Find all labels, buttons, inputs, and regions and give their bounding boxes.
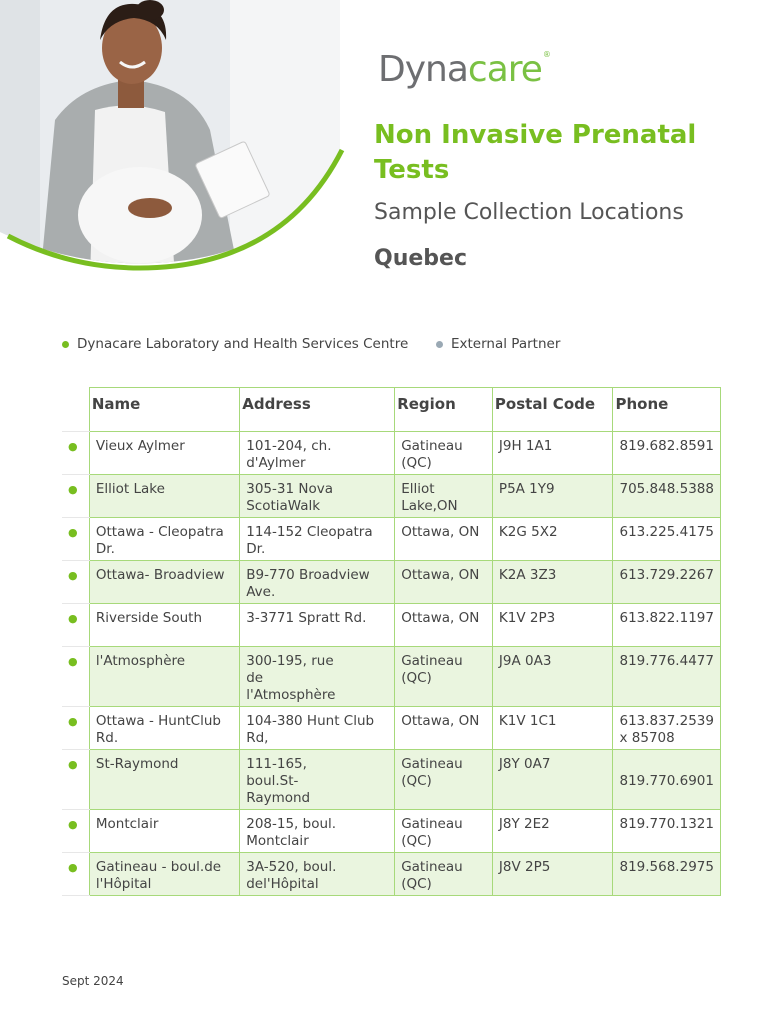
name-header: Name: [89, 388, 239, 432]
location-region: Ottawa, ON: [395, 604, 493, 647]
location-postal: P5A 1Y9: [492, 475, 613, 518]
location-phone: 613.822.1197: [613, 604, 721, 647]
location-region: Gatineau (QC): [395, 750, 493, 810]
row-bullet: [62, 707, 89, 750]
location-region: Gatineau (QC): [395, 853, 493, 896]
table-row: [62, 561, 721, 604]
location-name: Elliot Lake: [89, 475, 239, 518]
table-row: [62, 810, 721, 853]
location-address: 111-165, boul.St- Raymond: [240, 750, 395, 810]
postal-code-header: Postal Code: [492, 388, 613, 432]
location-phone: 613.225.4175: [613, 518, 721, 561]
hero-photo: [0, 0, 345, 280]
location-phone: 819.770.6901: [613, 750, 721, 810]
location-postal: J8V 2P5: [492, 853, 613, 896]
row-bullet: [62, 750, 89, 810]
location-region: Gatineau (QC): [395, 647, 493, 707]
phone-header: Phone: [613, 388, 721, 432]
location-phone: 819.682.8591: [613, 432, 721, 475]
row-bullet: [62, 604, 89, 647]
bullet-icon: ●: [68, 526, 78, 539]
bullet-icon: ●: [68, 818, 78, 831]
location-phone: 819.776.4477: [613, 647, 721, 707]
location-address: 305-31 Nova ScotiaWalk: [240, 475, 395, 518]
legend-partner: [436, 336, 560, 352]
locations-table: [62, 387, 721, 896]
location-region: Gatineau (QC): [395, 432, 493, 475]
bullet-icon: ●: [68, 569, 78, 582]
location-postal: J9A 0A3: [492, 647, 613, 707]
location-name: Vieux Aylmer: [89, 432, 239, 475]
table-header-row: [62, 388, 721, 432]
legend-partner-dot: [436, 341, 443, 348]
legend-partner-label: External Partner: [451, 336, 561, 352]
table-row: [62, 432, 721, 475]
location-address: 114-152 Cleopatra Dr.: [240, 518, 395, 561]
page-subtitle: Sample Collection Locations: [374, 200, 684, 225]
row-bullet: [62, 853, 89, 896]
location-address: 104-380 Hunt Club Rd,: [240, 707, 395, 750]
table-row: [62, 475, 721, 518]
table-row: [62, 853, 721, 896]
logo-registered-mark: ®: [542, 50, 551, 59]
row-bullet: [62, 518, 89, 561]
location-name: Ottawa - HuntClub Rd.: [89, 707, 239, 750]
location-postal: J9H 1A1: [492, 432, 613, 475]
bullet-header: [62, 388, 89, 432]
province-heading: Quebec: [374, 246, 467, 271]
page-title: Non Invasive Prenatal Tests: [374, 120, 697, 185]
location-address: 101-204, ch. d'Aylmer: [240, 432, 395, 475]
bullet-icon: ●: [68, 758, 78, 771]
location-address: B9-770 Broadview Ave.: [240, 561, 395, 604]
location-postal: J8Y 2E2: [492, 810, 613, 853]
location-phone: 705.848.5388: [613, 475, 721, 518]
location-name: Riverside South: [89, 604, 239, 647]
location-region: Ottawa, ON: [395, 561, 493, 604]
legend-dynacare-dot: [62, 341, 69, 348]
bullet-icon: ●: [68, 612, 78, 625]
address-header: Address: [240, 388, 395, 432]
location-postal: K2A 3Z3: [492, 561, 613, 604]
bullet-icon: ●: [68, 483, 78, 496]
row-bullet: [62, 647, 89, 707]
row-bullet: [62, 432, 89, 475]
location-phone: 613.837.2539 x 85708: [613, 707, 721, 750]
location-postal: K2G 5X2: [492, 518, 613, 561]
table-row: [62, 750, 721, 810]
location-phone: 613.729.2267: [613, 561, 721, 604]
row-bullet: [62, 810, 89, 853]
location-address: 208-15, boul. Montclair: [240, 810, 395, 853]
location-name: Gatineau - boul.de l'Hôpital: [89, 853, 239, 896]
location-name: Montclair: [89, 810, 239, 853]
legend-dynacare: [62, 336, 408, 352]
table-row: [62, 518, 721, 561]
logo-dyna-text: Dyna: [378, 49, 468, 90]
location-phone: 819.770.1321: [613, 810, 721, 853]
location-name: St-Raymond: [89, 750, 239, 810]
location-name: Ottawa - Cleopatra Dr.: [89, 518, 239, 561]
bullet-icon: ●: [68, 655, 78, 668]
row-bullet: [62, 561, 89, 604]
location-postal: K1V 2P3: [492, 604, 613, 647]
dynacare-logo: [378, 44, 551, 88]
bullet-icon: ●: [68, 440, 78, 453]
location-region: Gatineau (QC): [395, 810, 493, 853]
location-name: l'Atmosphère: [89, 647, 239, 707]
row-bullet: [62, 475, 89, 518]
location-postal: J8Y 0A7: [492, 750, 613, 810]
legend-dynacare-label: Dynacare Laboratory and Health Services Centre: [77, 336, 409, 352]
location-region: Ottawa, ON: [395, 518, 493, 561]
bullet-icon: ●: [68, 861, 78, 874]
logo-care-text: care: [467, 49, 542, 90]
location-name: Ottawa- Broadview: [89, 561, 239, 604]
location-address: 3A-520, boul. del'Hôpital: [240, 853, 395, 896]
footer-date: Sept 2024: [62, 974, 124, 988]
location-region: Elliot Lake,ON: [395, 475, 493, 518]
location-address: 300-195, rue de l'Atmosphère: [240, 647, 395, 707]
region-header: Region: [395, 388, 493, 432]
location-postal: K1V 1C1: [492, 707, 613, 750]
table-row: [62, 707, 721, 750]
location-address: 3-3771 Spratt Rd.: [240, 604, 395, 647]
location-phone: 819.568.2975: [613, 853, 721, 896]
bullet-icon: ●: [68, 715, 78, 728]
table-row: [62, 647, 721, 707]
location-region: Ottawa, ON: [395, 707, 493, 750]
table-row: [62, 604, 721, 647]
